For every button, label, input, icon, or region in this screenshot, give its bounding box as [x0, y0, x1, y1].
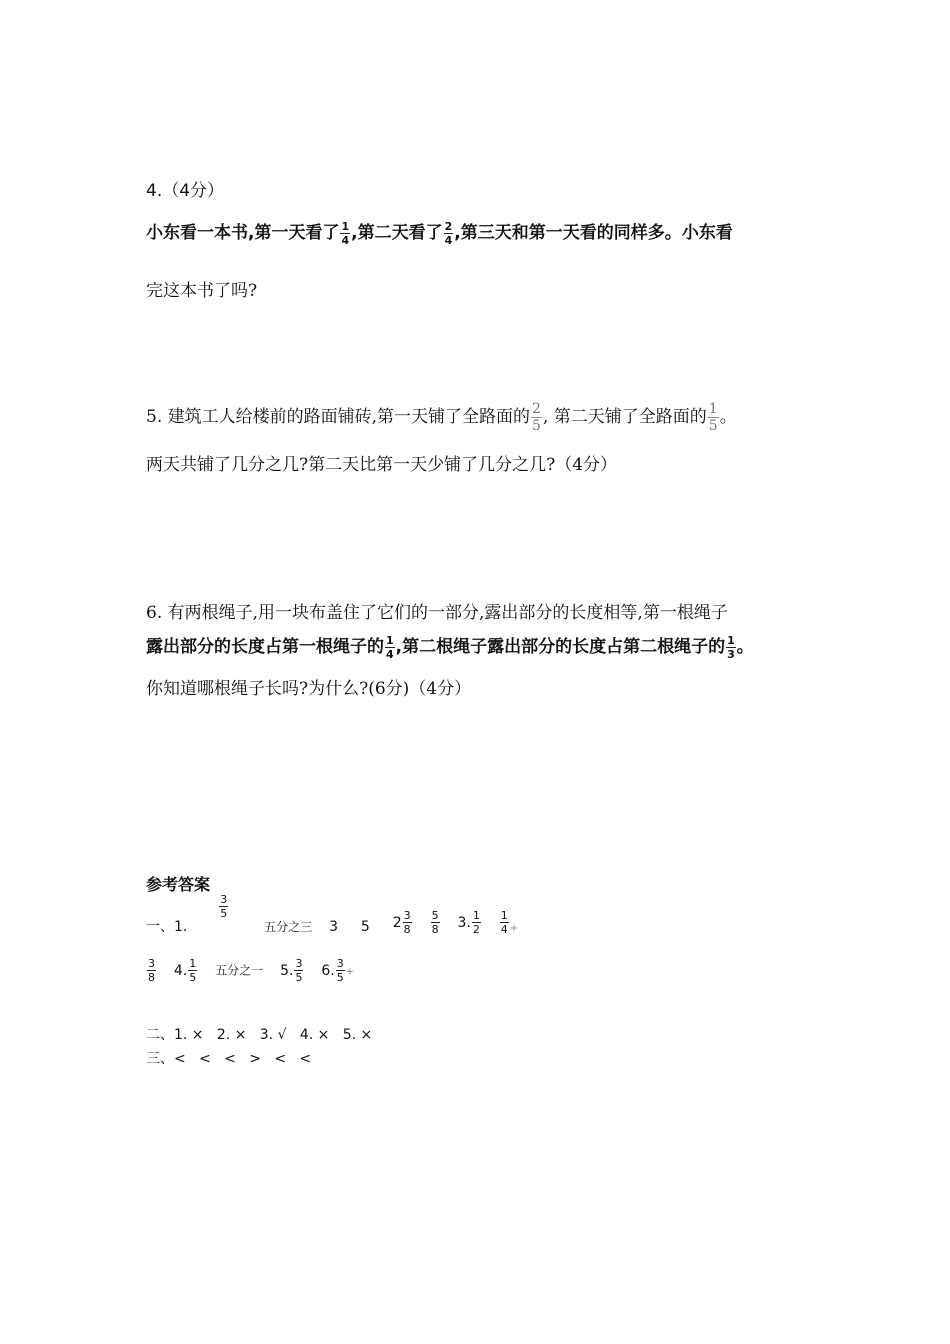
q6-line2-b: ,第二根绳子露出部分的长度占第二根绳子的	[395, 637, 726, 657]
q6-line2	[146, 632, 754, 660]
q4-fraction-2	[444, 221, 454, 246]
q5-fraction-2-den: 5	[708, 418, 718, 434]
q5-line1-b: , 第二天铺了全路面的	[542, 407, 707, 427]
answers-row1-mixed-2	[457, 909, 481, 936]
q6-fraction-1	[385, 635, 395, 660]
answers-row2-mixed-1-den: 5	[189, 971, 197, 984]
answers-row2-text-a: 五分之一	[215, 963, 264, 978]
answers-row2-fraction-a-den: 8	[148, 971, 155, 984]
q6-fraction-2-den: 3	[727, 647, 735, 661]
answers-row2-plus: +	[345, 966, 355, 978]
answers-title: 参考答案	[146, 875, 211, 894]
answers-row1-fraction-b-num: 5	[431, 909, 439, 922]
q5-fraction-2	[708, 402, 719, 433]
answers-row1-n2: 5	[360, 918, 370, 935]
answers-row2-mixed-1-num: 1	[189, 957, 197, 970]
answers-row2-fraction-a	[147, 958, 156, 983]
q4-line1-a: 小东看一本书,第一天看了	[146, 223, 340, 243]
q6-line2-c: 。	[736, 637, 754, 657]
q6-fraction-2-num: 1	[727, 633, 735, 647]
q6-line1: 6. 有两根绳子,用一块布盖住了它们的一部分,露出部分的长度相等,第一根绳子	[146, 603, 728, 623]
answers-row2-mixed-2-whole: 5.	[280, 962, 294, 979]
answers-row1-fraction-b	[431, 910, 440, 935]
q4-fraction-2-den: 4	[444, 233, 453, 247]
answers-row2-fraction-a-num: 3	[148, 957, 155, 970]
answers-row2-mixed-1-whole: 4.	[173, 962, 188, 979]
q4-fraction-1-den: 4	[341, 233, 350, 247]
q4-line1-b: ,第二天看了	[351, 223, 443, 243]
q4-line2: 完这本书了吗?	[146, 281, 258, 301]
q5-line2: 两天共铺了几分之几?第二天比第一天少铺了几分之几?（4分）	[146, 455, 618, 475]
q5-fraction-2-num: 1	[708, 401, 718, 417]
answers-row1-mixed-2-num: 1	[472, 909, 480, 922]
q5-line1	[146, 402, 737, 433]
answers-row1-n1: 3	[329, 918, 339, 935]
q4-fraction-1-num: 1	[341, 219, 350, 233]
answers-row2-mixed-3	[321, 957, 345, 984]
q6-line2-a: 露出部分的长度占第一根绳子的	[146, 637, 384, 657]
answers-row1-fraction-c-den: 4	[500, 923, 508, 936]
answers-row1-plus: +	[509, 922, 519, 934]
answers-row-2	[146, 958, 354, 983]
q4-line1	[146, 218, 733, 246]
answers-row2-mixed-2-den: 5	[295, 971, 303, 984]
q4-fraction-1	[340, 221, 350, 246]
q5-fraction-1-num: 2	[532, 401, 541, 417]
answers-row1-fraction-b-den: 8	[431, 923, 439, 936]
q5-fraction-1	[531, 402, 542, 433]
answers-row1-mixed-1	[392, 909, 413, 936]
answers-row1-mixed-1-num: 3	[403, 909, 411, 922]
answers-row2-mixed-1	[173, 957, 198, 984]
answers-row1-fraction-a	[219, 894, 228, 919]
q5-fraction-1-den: 5	[532, 418, 541, 434]
q6-line3: 你知道哪根绳子长吗?为什么?(6分)（4分）	[146, 679, 472, 699]
answers-row1-mixed-1-whole: 2	[392, 914, 402, 931]
q6-fraction-2	[726, 635, 736, 660]
q4-fraction-2-num: 2	[444, 219, 453, 233]
q4-line1-c: ,第三天和第一天看的同样多。小东看	[454, 223, 733, 243]
answers-row1-fraction-c-num: 1	[500, 909, 508, 922]
answers-row1-text-a: 五分之三	[264, 919, 313, 934]
answers-row-3: 二、1. × 2. × 3. √ 4. × 5. ×	[146, 1027, 373, 1043]
answers-row2-mixed-3-den: 5	[336, 971, 344, 984]
q6-fraction-1-den: 4	[386, 647, 394, 661]
q5-line1-c: 。	[719, 407, 737, 427]
q5-line1-a: 5. 建筑工人给楼前的路面铺砖,第一天铺了全路面的	[146, 407, 531, 427]
answers-row1-fraction-a-den: 5	[220, 907, 228, 920]
answers-row2-mixed-2-num: 3	[295, 957, 303, 970]
answers-row2-mixed-3-num: 3	[336, 957, 344, 970]
q6-fraction-1-num: 1	[386, 633, 394, 647]
answers-row1-label: 一、1.	[146, 918, 188, 935]
answers-row-4: 三、< < < > < <	[146, 1051, 312, 1067]
answers-row1-mixed-1-den: 8	[403, 923, 411, 936]
answers-row1-mixed-2-den: 2	[472, 923, 480, 936]
answers-row-1	[146, 893, 519, 936]
answers-row1-mixed-2-whole: 3.	[457, 914, 471, 931]
answers-row1-fraction-c	[500, 910, 509, 935]
q4-heading: 4.（4分）	[146, 181, 225, 201]
answers-row2-mixed-3-whole: 6.	[321, 962, 335, 979]
answers-row1-fraction-a-num: 3	[220, 893, 228, 906]
answers-row2-mixed-2	[280, 957, 304, 984]
